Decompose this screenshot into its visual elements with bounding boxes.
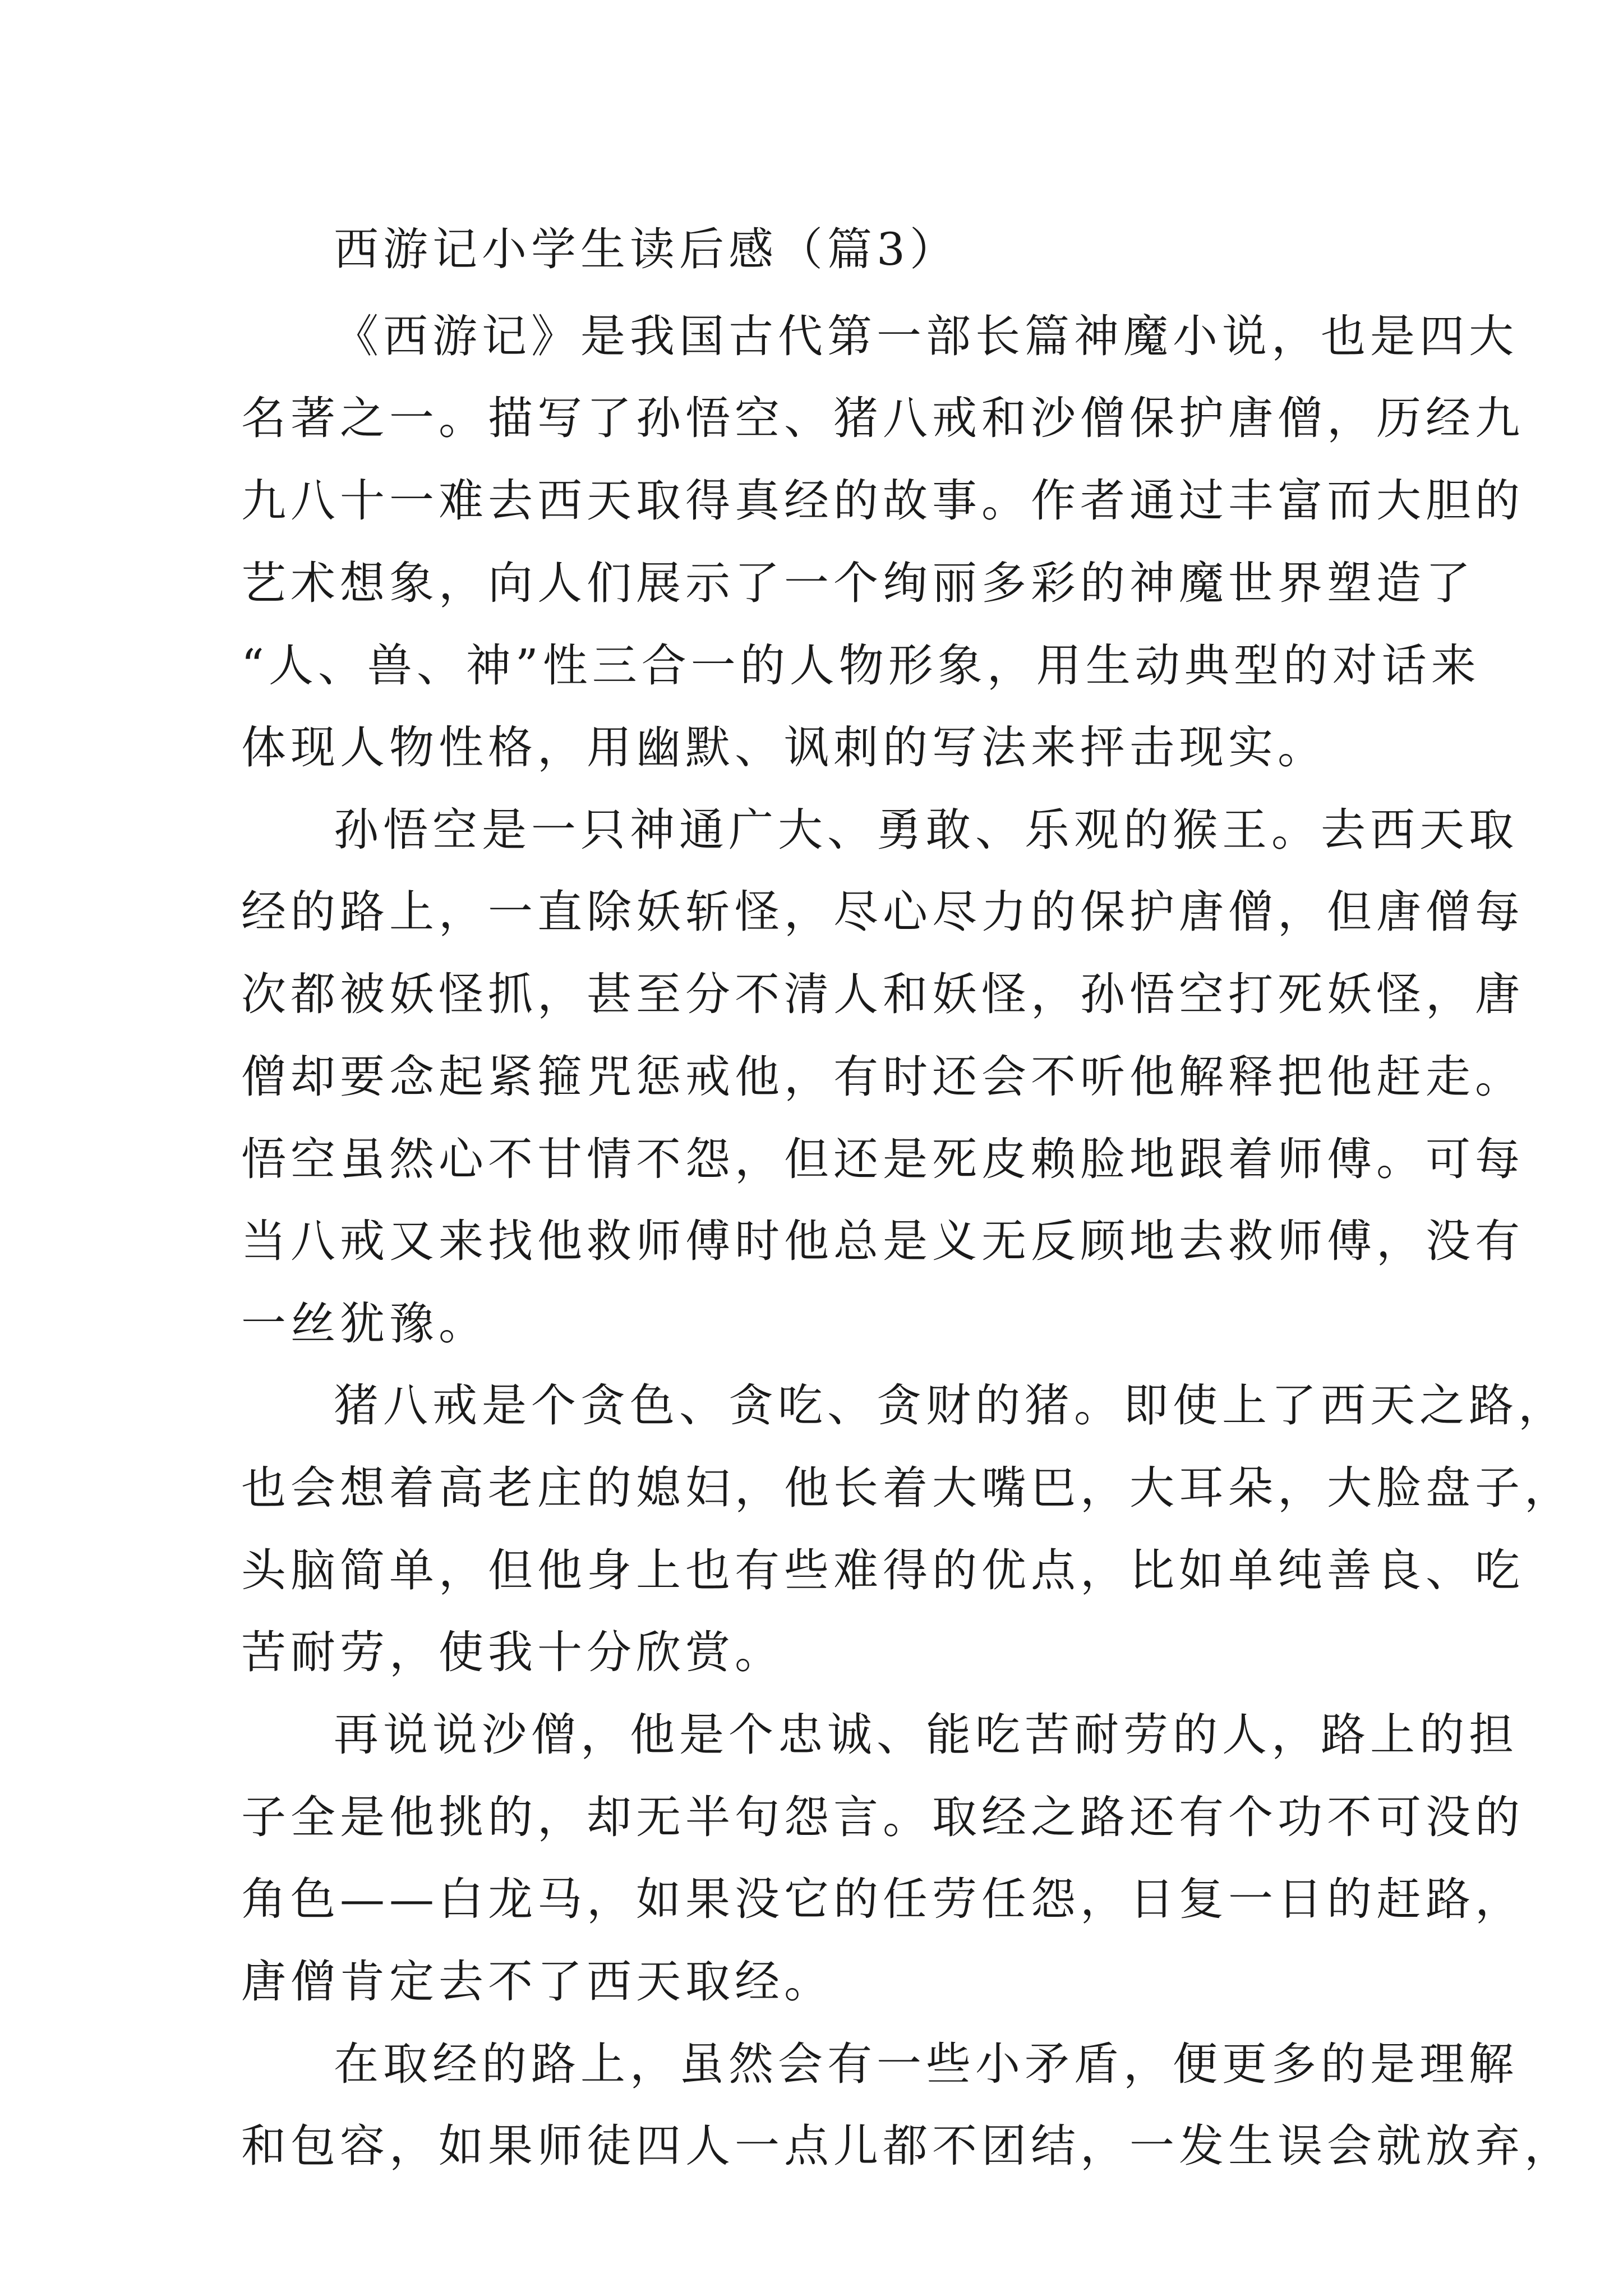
paragraph-line: 名著之一。描写了孙悟空、猪八戒和沙僧保护唐僧，历经九 xyxy=(241,392,1524,444)
paragraph-line: 悟空虽然心不甘情不怨，但还是死皮赖脸地跟着师傅。可每 xyxy=(241,1133,1524,1185)
paragraph-line: 经的路上，一直除妖斩怪，尽心尽力的保护唐僧，但唐僧每 xyxy=(241,886,1524,938)
paragraph-line: 艺术想象，向人们展示了一个绚丽多彩的神魔世界塑造了 xyxy=(241,557,1475,609)
paragraph-line: 在取经的路上，虽然会有一些小矛盾，便更多的是理解 xyxy=(334,2038,1518,2090)
paragraph-line: 苦耐劳，使我十分欣赏。 xyxy=(241,1626,784,1678)
paragraph-line: 次都被妖怪抓，甚至分不清人和妖怪，孙悟空打死妖怪，唐 xyxy=(241,968,1524,1020)
paragraph-line: 《西游记》是我国古代第一部长篇神魔小说，也是四大 xyxy=(334,310,1518,362)
paragraph-line: 角色——白龙马，如果没它的任劳任怨，日复一日的赶路， xyxy=(241,1873,1524,1925)
paragraph-line: 猪八戒是个贪色、贪吃、贪财的猪。即使上了西天之路， xyxy=(334,1379,1567,1432)
paragraph-line: 也会想着高老庄的媳妇，他长着大嘴巴，大耳朵，大脸盘子， xyxy=(241,1462,1574,1514)
paragraph-line: 当八戒又来找他救师傅时他总是义无反顾地去救师傅，没有 xyxy=(241,1215,1524,1267)
paragraph-line: 和包容，如果师徒四人一点儿都不团结，一发生误会就放弃， xyxy=(241,2120,1574,2172)
paragraph-line: 九八十一难去西天取得真经的故事。作者通过丰富而大胆的 xyxy=(241,475,1524,527)
paragraph-line: 孙悟空是一只神通广大、勇敢、乐观的猴王。去西天取 xyxy=(334,804,1518,856)
document-title: 西游记小学生读后感（篇3） xyxy=(334,223,959,275)
paragraph-line: 子全是他挑的，却无半句怨言。取经之路还有个功不可没的 xyxy=(241,1791,1524,1843)
paragraph-line: “人、兽、神”性三合一的人物形象，用生动典型的对话来 xyxy=(241,639,1481,692)
paragraph-line: 再说说沙僧，他是个忠诚、能吃苦耐劳的人，路上的担 xyxy=(334,1709,1518,1761)
paragraph-line: 一丝犹豫。 xyxy=(241,1297,488,1350)
paragraph-line: 唐僧肯定去不了西天取经。 xyxy=(241,1955,833,2008)
paragraph-line: 头脑简单，但他身上也有些难得的优点，比如单纯善良、吃 xyxy=(241,1544,1524,1596)
paragraph-line: 体现人物性格，用幽默、讽刺的写法来抨击现实。 xyxy=(241,721,1327,774)
paragraph-line: 僧却要念起紧箍咒惩戒他，有时还会不听他解释把他赶走。 xyxy=(241,1051,1524,1103)
